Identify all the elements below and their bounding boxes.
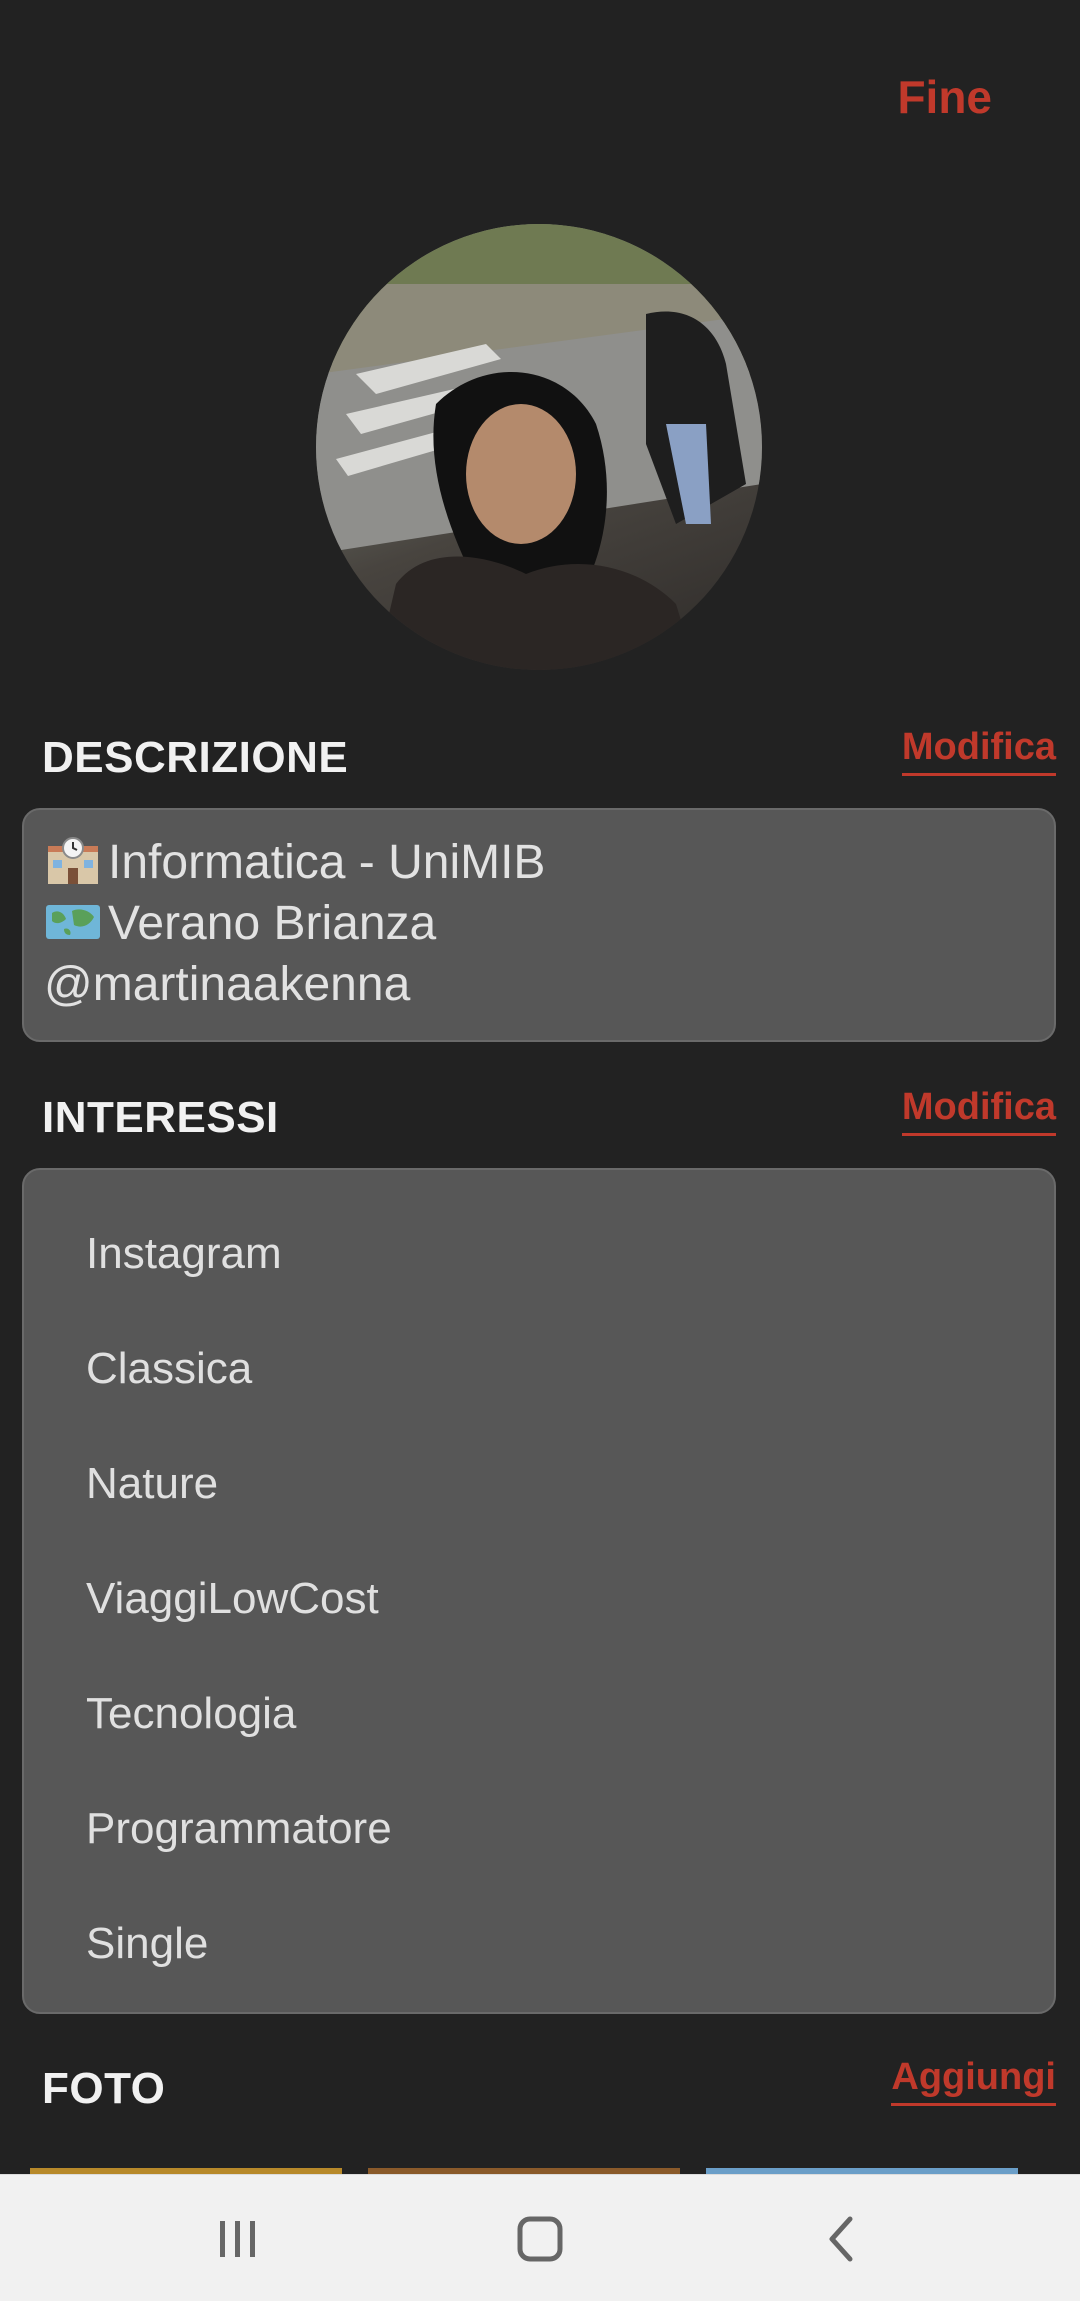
done-button[interactable]: Fine [897, 71, 992, 123]
interest-item[interactable]: Programmatore [86, 1804, 392, 1853]
interests-list [22, 1168, 1056, 2014]
interest-item[interactable]: Single [86, 1919, 209, 1968]
world-map-icon [44, 895, 102, 947]
interest-item[interactable]: Tecnologia [86, 1689, 297, 1738]
description-line-text: Verano Brianza [108, 897, 437, 950]
top-bar [0, 0, 1080, 200]
edit-interests-button[interactable]: Modifica [902, 1086, 1056, 1136]
system-nav-bar [0, 2174, 1080, 2301]
avatar-photo [316, 224, 762, 670]
profile-avatar[interactable] [316, 224, 762, 670]
interest-item[interactable]: Nature [86, 1459, 219, 1508]
description-title: DESCRIZIONE [42, 733, 349, 782]
photos-title: FOTO [42, 2064, 166, 2113]
school-icon [44, 834, 102, 886]
interest-item[interactable]: ViaggiLowCost [86, 1574, 379, 1623]
add-photo-button[interactable]: Aggiungi [891, 2056, 1056, 2106]
interests-title: INTERESSI [42, 1093, 279, 1142]
description-line-text: Informatica - UniMIB [108, 836, 546, 889]
back-icon[interactable] [812, 2209, 872, 2269]
recent-apps-icon[interactable] [208, 2209, 268, 2269]
interest-item[interactable]: Classica [86, 1344, 253, 1393]
description-line [44, 893, 1034, 954]
edit-description-button[interactable]: Modifica [902, 726, 1056, 776]
description-card[interactable] [22, 808, 1056, 1042]
interest-item[interactable]: Instagram [86, 1229, 282, 1278]
description-line [44, 832, 1034, 893]
description-line: @martinaakenna [44, 958, 411, 1011]
home-icon[interactable] [510, 2209, 570, 2269]
